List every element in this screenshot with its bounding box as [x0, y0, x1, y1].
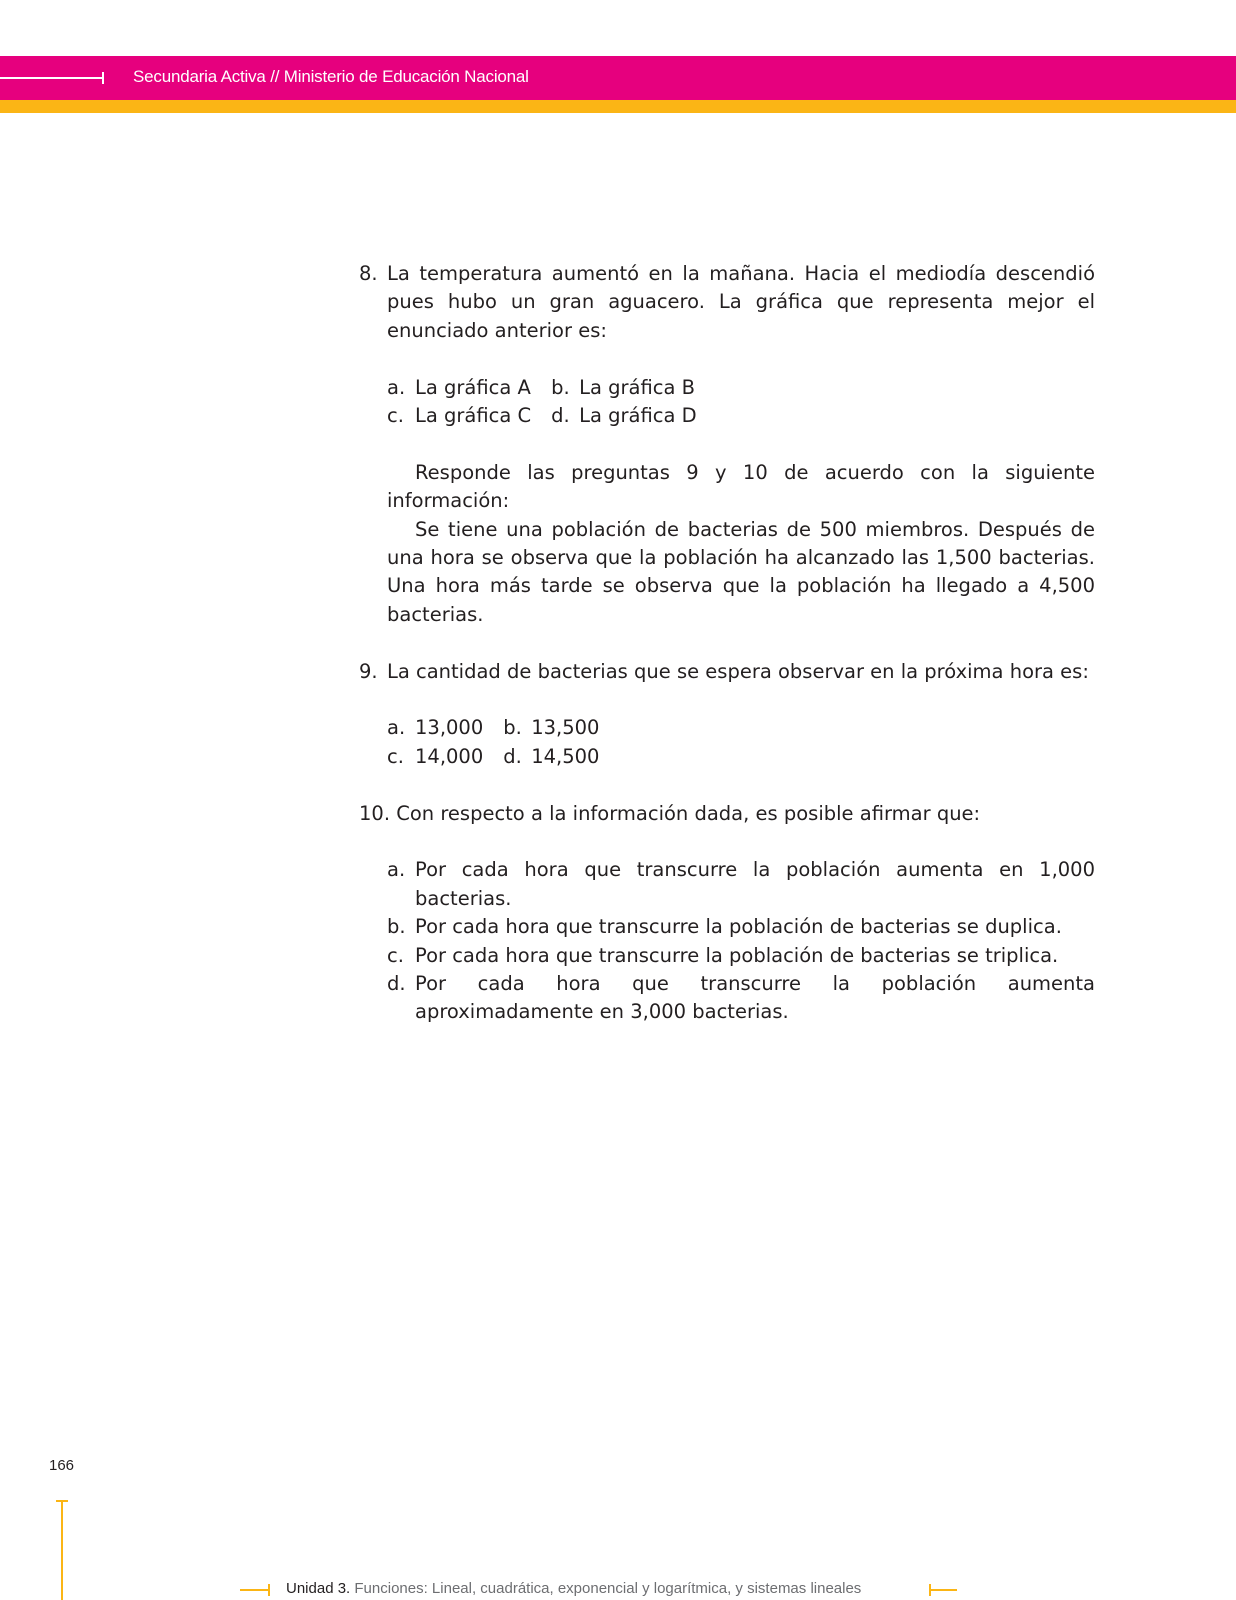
option-b: b. La gráfica B	[551, 375, 696, 399]
option-c: c. Por cada hora que transcurre la población de bacterias se triplica.	[387, 943, 1059, 967]
question-10	[359, 800, 1095, 828]
question-9	[359, 658, 1095, 686]
header-rule	[0, 77, 104, 79]
question-text: La cantidad de bacterias que se espera observar en la próxima hora es:	[387, 659, 1089, 683]
question-10-options	[387, 856, 1095, 1026]
shared-information	[387, 459, 1095, 629]
question-text: Con respecto a la información dada, es posible afirmar que:	[396, 801, 981, 825]
question-number: 9.	[359, 659, 378, 683]
info-lead: Responde las preguntas 9 y 10 de acuerdo con la siguiente información:	[387, 460, 1095, 513]
question-8-options	[387, 374, 1095, 431]
option-d: d. La gráfica D	[551, 404, 697, 428]
option-c: c. La gráfica C	[387, 404, 532, 428]
footer-title: Funciones: Lineal, cuadrática, exponencial y logarítmica, y sistemas lineales	[350, 1580, 862, 1597]
question-number: 10.	[359, 801, 391, 825]
header-rule-tick	[102, 72, 104, 84]
option-b: b. 13,500	[503, 716, 600, 740]
option-a: a. Por cada hora que transcurre la población aumenta en 1,000 bacterias.	[387, 858, 1095, 910]
option-b: b. Por cada hora que transcurre la población de bacterias se duplica.	[387, 915, 1062, 939]
info-body: Se tiene una población de bacterias de 500 miembros. Después de una hora se observa que la población ha alcanzado las 1,500 bacterias. Una hora más tarde se observa que la población ha llegado a 4,500 bacterias.	[387, 517, 1095, 626]
option-a: a. 13,000	[387, 716, 484, 740]
footer-unit-title	[286, 1580, 861, 1597]
margin-line	[61, 1500, 63, 1600]
footer-tick-left	[268, 1584, 270, 1596]
question-number: 8.	[359, 262, 378, 285]
option-d: d. Por cada hora que transcurre la población aumenta aproximadamente en 3,000 bacterias.	[387, 972, 1095, 1024]
question-9-options	[387, 714, 1095, 771]
footer-rule-right	[929, 1589, 957, 1591]
footer-rule-left	[240, 1589, 270, 1591]
header-title: Secundaria Activa // Ministerio de Educación Nacional	[133, 67, 529, 86]
option-a: a. La gráfica A	[387, 375, 531, 399]
footer-unit: Unidad 3.	[286, 1580, 351, 1597]
question-text: La temperatura aumentó en la mañana. Hacia el mediodía descendió pues hubo un gran aguacero. La gráfica que representa mejor el enunciado anterior es:	[387, 262, 1095, 342]
page-content	[359, 260, 1095, 1027]
question-8	[359, 260, 1095, 345]
option-d: d. 14,500	[503, 744, 600, 768]
option-c: c. 14,000	[387, 744, 484, 768]
header-accent-stripe	[0, 100, 1236, 113]
page-number: 166	[49, 1457, 75, 1474]
